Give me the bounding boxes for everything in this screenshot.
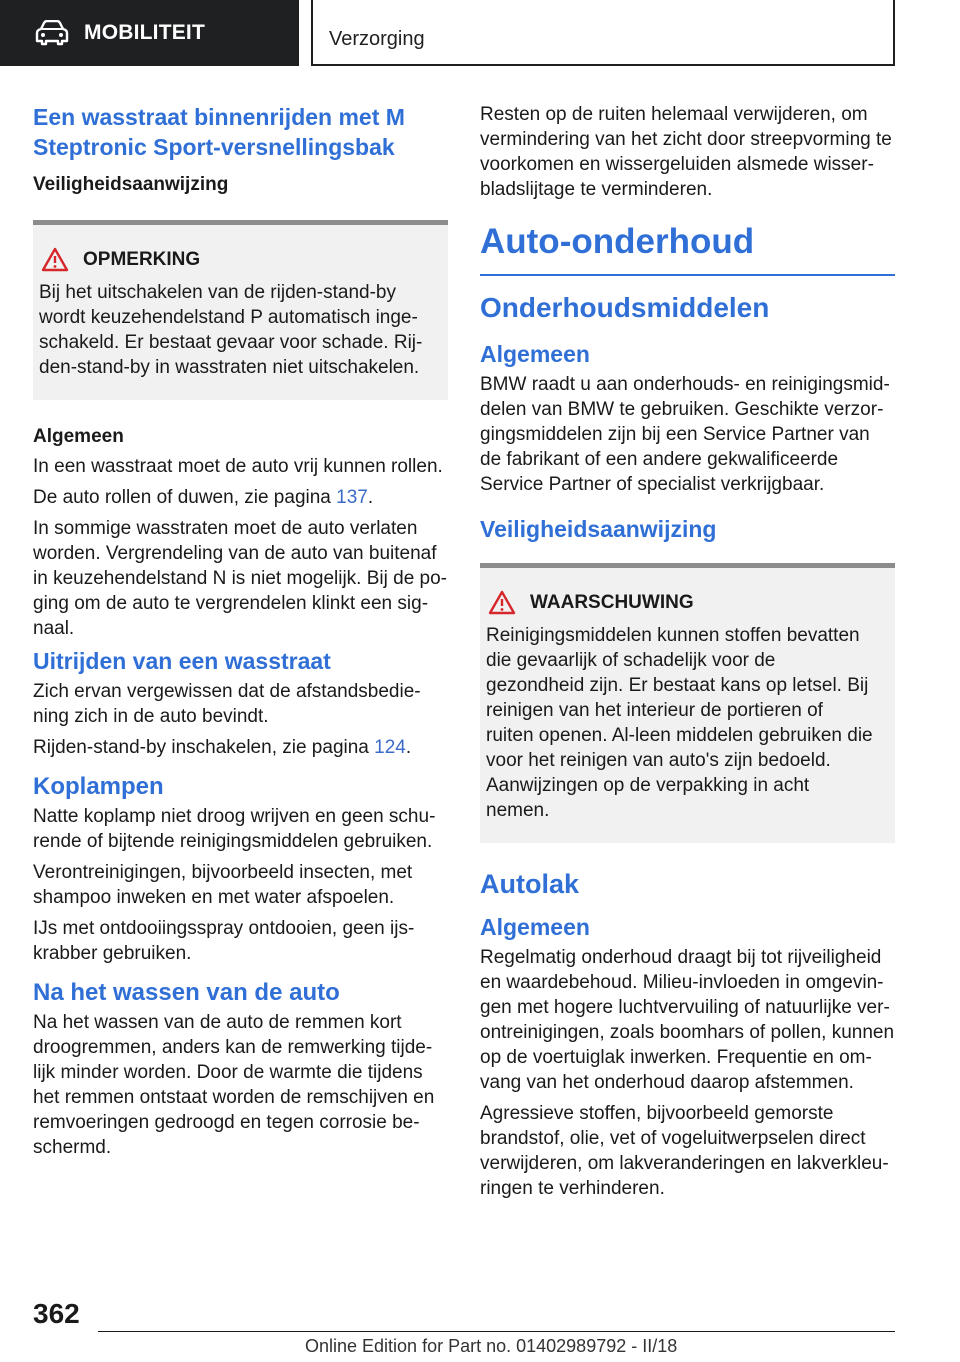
paragraph: Regelmatig onderhoud draagt bij tot rijveiligheid en waardebehoud. Milieu-invloeden in omgevin-gen met hogere luchtvervuiling of natuurlijke ver-ontreinigingen, zoals boomhars of pollen, kunnen op de voertuiglak inwerken. Frequentie en om-vang van het onderhoud daarop afstemmen. bbox=[480, 947, 895, 1093]
warning-triangle-icon bbox=[41, 247, 69, 272]
heading-care-products: Onderhoudsmiddelen bbox=[480, 292, 770, 323]
right-column bbox=[480, 102, 895, 1207]
heading-paintwork: Autolak bbox=[480, 869, 580, 899]
footer-divider bbox=[98, 1331, 895, 1332]
heading-headlights: Koplampen bbox=[33, 773, 164, 800]
notice-text: Bij het uitschakelen van de rijden-stand-by wordt keuzehendelstand P automatisch inge-schakeld. Er bestaat gevaar voor schade. Rij-den-stand-by in wasstraten niet uitschakelen. bbox=[39, 282, 423, 378]
paragraph: Agressieve stoffen, bijvoorbeeld gemorste brandstof, olie, vet of vogeluitwerpselen direct verwijderen, om lakveranderingen en lakverkleu-ringen te verhinderen. bbox=[480, 1103, 889, 1199]
section-label: MOBILITEIT bbox=[84, 21, 205, 44]
paragraph: Resten op de ruiten helemaal verwijderen, om vermindering van het zicht door streepvorming te voorkomen en wissergeluiden alsmede wisser-bladslijtage te verminderen. bbox=[480, 104, 892, 200]
heading-general: Algemeen bbox=[480, 341, 590, 367]
warning-triangle-icon bbox=[488, 590, 516, 615]
paragraph: Na het wassen van de auto de remmen kort droogremmen, anders kan de remwerking tijde-lijk minder worden. Door de warmte die tijdens het remmen ontstaat worden de remschijven en remvoeringen gedroogd en tegen corrosie be-schermd. bbox=[33, 1012, 435, 1158]
car-icon bbox=[34, 20, 70, 46]
notice-title: OPMERKING bbox=[83, 248, 201, 270]
paragraph-text: . bbox=[367, 487, 374, 508]
heading-safety: Veiligheidsaanwijzing bbox=[480, 516, 717, 542]
heading-exit-car-wash: Uitrijden van een wasstraat bbox=[33, 648, 331, 674]
paragraph: Zich ervan vergewissen dat de afstandsbedie-ning zich in de auto bevindt. bbox=[33, 681, 421, 727]
paragraph: BMW raadt u aan onderhouds- en reinigingsmid-delen van BMW te gebruiken. Geschikte verzor-gingsmiddelen zijn bij een Service Partner van de fabrikant of een andere gekwalificeerde Service Partner of specialist verkrijgbaar. bbox=[480, 374, 890, 495]
paragraph: In een wasstraat moet de auto vrij kunnen rollen. bbox=[33, 456, 443, 477]
edition-text: Online Edition for Part no. 01402989792 - II/18 bbox=[305, 1336, 678, 1356]
warning-header bbox=[486, 590, 875, 615]
heading-general: Algemeen bbox=[480, 914, 590, 940]
paragraph-with-link bbox=[33, 485, 448, 510]
warning-text: Reinigingsmiddelen kunnen stoffen bevatten die gevaarlijk of schadelijk voor de gezondheid zijn. Er bestaat kans op letsel. Bij reinigen van het interieur de portieren of ruiten openen. Al-leen middelen gebruiken die voor het reinigen van auto's zijn bedoeld. Aanwijzingen op de verpakking in acht nemen. bbox=[486, 625, 873, 821]
paragraph-text: . bbox=[405, 737, 412, 758]
paragraph: Natte koplamp niet droog wrijven en geen schu-rende of bijtende reinigingsmiddelen gebruiken. bbox=[33, 806, 436, 852]
warning-title: WAARSCHUWING bbox=[530, 591, 694, 613]
page-link[interactable]: 137 bbox=[336, 487, 368, 508]
paragraph: IJs met ontdooiingsspray ontdooien, geen ijs-krabber gebruiken. bbox=[33, 918, 415, 964]
left-column bbox=[33, 102, 448, 1166]
paragraph-text: Rijden-stand-by inschakelen, zie pagina bbox=[33, 737, 375, 758]
page-number: 362 bbox=[33, 1298, 80, 1329]
safety-label: Veiligheidsaanwijzing bbox=[33, 174, 229, 195]
paragraph-text: De auto rollen of duwen, zie pagina bbox=[33, 487, 337, 508]
general-label: Algemeen bbox=[33, 426, 124, 447]
heading-after-washing: Na het wassen van de auto bbox=[33, 979, 340, 1006]
warning-box bbox=[480, 563, 895, 843]
paragraph: Verontreinigingen, bijvoorbeeld insecten, met shampoo inweken en met water afspoelen. bbox=[33, 862, 413, 908]
chapter-label: Verzorging bbox=[329, 28, 425, 50]
heading-car-wash-entry: Een wasstraat binnenrijden met M Steptronic Sport-versnellingsbak bbox=[33, 104, 405, 160]
section-tab bbox=[0, 0, 299, 66]
chapter-header bbox=[311, 0, 895, 66]
paragraph: In sommige wasstraten moet de auto verlaten worden. Vergrendeling van de auto van buitenaf in keuzehendelstand N is niet mogelijk. Bij de po-ging om de auto te vergrendelen klinkt een sig-naal. bbox=[33, 518, 448, 639]
page-link[interactable]: 124 bbox=[374, 737, 406, 758]
heading-car-maintenance: Auto-onderhoud bbox=[480, 220, 895, 276]
paragraph-with-link bbox=[33, 735, 448, 760]
notice-box bbox=[33, 220, 448, 400]
notice-header bbox=[39, 247, 428, 272]
